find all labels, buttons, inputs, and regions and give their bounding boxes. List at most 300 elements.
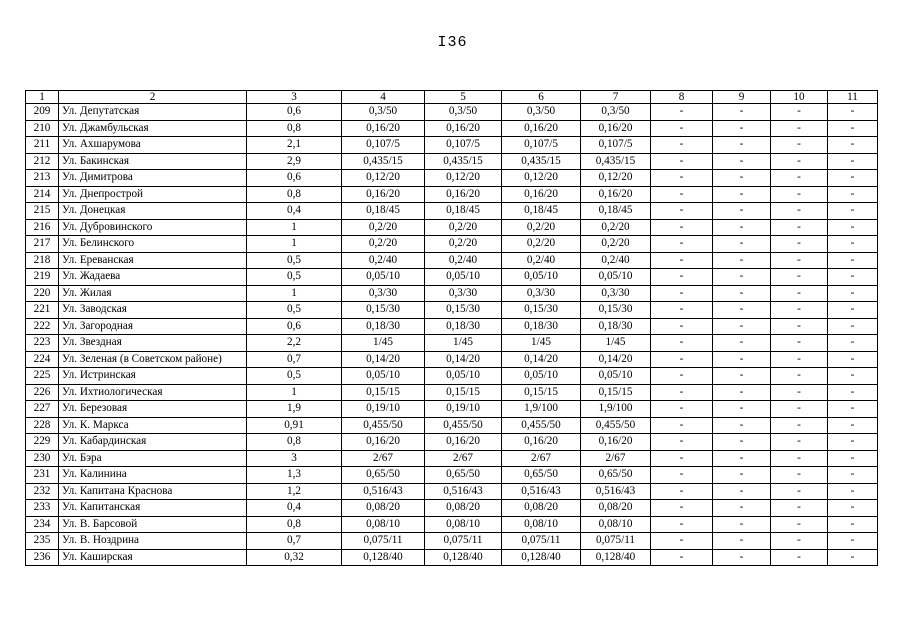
col9-cell: - [713,417,771,434]
col3-cell: 0,5 [247,302,342,319]
col8-cell: - [651,417,713,434]
col8-cell: - [651,318,713,335]
col4-cell: 0,08/20 [342,500,425,517]
col10-cell: - [771,335,828,352]
col10-cell: - [771,384,828,401]
row-number-cell: 215 [26,203,59,220]
col11-cell: - [828,285,878,302]
col10-cell: - [771,137,828,154]
col3-cell: 0,5 [247,368,342,385]
col4-cell: 0,2/20 [342,219,425,236]
col10-cell: - [771,203,828,220]
table-row [26,533,878,550]
col6-cell: 0,08/20 [502,500,581,517]
col11-cell: - [828,549,878,566]
street-name-cell: Ул. Жадаева [59,269,247,286]
col3-cell: 0,8 [247,516,342,533]
column-header: 11 [828,91,878,104]
street-name-cell: Ул. Бакинская [59,153,247,170]
col8-cell: - [651,533,713,550]
street-name-cell: Ул. Капитанская [59,500,247,517]
col10-cell: - [771,417,828,434]
col5-cell: 0,05/10 [425,368,502,385]
col7-cell: 0,107/5 [581,137,651,154]
col3-cell: 0,6 [247,318,342,335]
data-table [25,90,878,566]
col11-cell: - [828,137,878,154]
col10-cell: - [771,285,828,302]
col10-cell: - [771,104,828,121]
col7-cell: 0,16/20 [581,434,651,451]
row-number-cell: 229 [26,434,59,451]
col7-cell: 0,2/20 [581,236,651,253]
street-name-cell: Ул. Капитана Краснова [59,483,247,500]
col3-cell: 1,2 [247,483,342,500]
col5-cell: 0,455/50 [425,417,502,434]
row-number-cell: 222 [26,318,59,335]
row-number-cell: 223 [26,335,59,352]
col3-cell: 0,6 [247,170,342,187]
col11-cell: - [828,236,878,253]
col11-cell: - [828,203,878,220]
col4-cell: 0,12/20 [342,170,425,187]
col3-cell: 1 [247,219,342,236]
row-number-cell: 224 [26,351,59,368]
col5-cell: 0,516/43 [425,483,502,500]
col6-cell: 0,65/50 [502,467,581,484]
row-number-cell: 212 [26,153,59,170]
street-name-cell: Ул. Березовая [59,401,247,418]
col4-cell: 0,16/20 [342,186,425,203]
col9-cell: - [713,401,771,418]
col4-cell: 2/67 [342,450,425,467]
table-row [26,120,878,137]
col9-cell: - [713,104,771,121]
col6-cell: 0,16/20 [502,434,581,451]
col9-cell: - [713,302,771,319]
col9-cell: - [713,384,771,401]
col10-cell: - [771,533,828,550]
col9-cell: - [713,137,771,154]
col7-cell: 0,435/15 [581,153,651,170]
col8-cell: - [651,467,713,484]
row-number-cell: 216 [26,219,59,236]
col5-cell: 0,18/45 [425,203,502,220]
col4-cell: 0,107/5 [342,137,425,154]
street-name-cell: Ул. Ахшарумова [59,137,247,154]
column-header: 10 [771,91,828,104]
col8-cell: - [651,302,713,319]
col8-cell: - [651,335,713,352]
col9-cell: - [713,368,771,385]
col8-cell: - [651,450,713,467]
col4-cell: 0,15/30 [342,302,425,319]
col3-cell: 0,6 [247,104,342,121]
col11-cell: - [828,335,878,352]
row-number-cell: 214 [26,186,59,203]
col4-cell: 0,16/20 [342,120,425,137]
col4-cell: 0,435/15 [342,153,425,170]
table-row [26,384,878,401]
col10-cell: - [771,252,828,269]
col4-cell: 0,3/50 [342,104,425,121]
table-row [26,285,878,302]
page-number: I36 [437,34,468,51]
col11-cell: - [828,120,878,137]
col9-cell: - [713,335,771,352]
row-number-cell: 213 [26,170,59,187]
col7-cell: 0,2/40 [581,252,651,269]
col4-cell: 0,075/11 [342,533,425,550]
col6-cell: 0,128/40 [502,549,581,566]
col5-cell: 0,14/20 [425,351,502,368]
street-name-cell: Ул. Жилая [59,285,247,302]
col6-cell: 0,16/20 [502,120,581,137]
street-name-cell: Ул. В. Барсовой [59,516,247,533]
col9-cell: - [713,500,771,517]
col10-cell: - [771,153,828,170]
col8-cell: - [651,170,713,187]
col7-cell: 0,08/20 [581,500,651,517]
column-header: 7 [581,91,651,104]
col11-cell: - [828,170,878,187]
col6-cell: 2/67 [502,450,581,467]
col9-cell: - [713,516,771,533]
col7-cell: 0,14/20 [581,351,651,368]
col11-cell: - [828,417,878,434]
col7-cell: 0,18/30 [581,318,651,335]
col3-cell: 0,32 [247,549,342,566]
col8-cell: - [651,120,713,137]
street-name-cell: Ул. Ереванская [59,252,247,269]
col11-cell: - [828,186,878,203]
col5-cell: 0,2/20 [425,236,502,253]
col8-cell: - [651,434,713,451]
row-number-cell: 218 [26,252,59,269]
table-row [26,104,878,121]
col10-cell: - [771,170,828,187]
col9-cell: - [713,252,771,269]
col4-cell: 0,65/50 [342,467,425,484]
col4-cell: 0,455/50 [342,417,425,434]
col10-cell: - [771,549,828,566]
row-number-cell: 225 [26,368,59,385]
column-header: 8 [651,91,713,104]
col6-cell: 0,15/30 [502,302,581,319]
col6-cell: 0,08/10 [502,516,581,533]
col10-cell: - [771,401,828,418]
table-row [26,351,878,368]
table-row [26,203,878,220]
col3-cell: 1,3 [247,467,342,484]
col9-cell: - [713,533,771,550]
col11-cell: - [828,219,878,236]
street-name-cell: Ул. Загородная [59,318,247,335]
table-row [26,137,878,154]
col5-cell: 0,128/40 [425,549,502,566]
column-header: 5 [425,91,502,104]
col4-cell: 0,05/10 [342,269,425,286]
col5-cell: 0,075/11 [425,533,502,550]
street-name-cell: Ул. Дубровинского [59,219,247,236]
column-header: 3 [247,91,342,104]
col9-cell: - [713,285,771,302]
col9-cell: - [713,203,771,220]
col11-cell: - [828,500,878,517]
table-row [26,219,878,236]
row-number-cell: 231 [26,467,59,484]
col3-cell: 2,9 [247,153,342,170]
street-name-cell: Ул. Кабардинская [59,434,247,451]
col9-cell: - [713,269,771,286]
street-name-cell: Ул. Днепрострой [59,186,247,203]
table-row [26,549,878,566]
col4-cell: 0,516/43 [342,483,425,500]
street-name-cell: Ул. Ихтиологическая [59,384,247,401]
row-number-cell: 217 [26,236,59,253]
col7-cell: 0,18/45 [581,203,651,220]
col9-cell: - [713,351,771,368]
col5-cell: 0,16/20 [425,120,502,137]
col11-cell: - [828,450,878,467]
col4-cell: 0,128/40 [342,549,425,566]
col11-cell: - [828,351,878,368]
col4-cell: 0,15/15 [342,384,425,401]
col4-cell: 0,16/20 [342,434,425,451]
col6-cell: 0,3/50 [502,104,581,121]
column-header: 6 [502,91,581,104]
street-name-cell: Ул. Каширская [59,549,247,566]
table-row [26,434,878,451]
col8-cell: - [651,269,713,286]
col6-cell: 0,05/10 [502,368,581,385]
col8-cell: - [651,252,713,269]
col10-cell: - [771,483,828,500]
col7-cell: 0,05/10 [581,269,651,286]
col5-cell: 0,3/30 [425,285,502,302]
street-name-cell: Ул. Звездная [59,335,247,352]
street-name-cell: Ул. Депутатская [59,104,247,121]
col6-cell: 0,2/20 [502,236,581,253]
table-row [26,450,878,467]
col11-cell: - [828,153,878,170]
row-number-cell: 211 [26,137,59,154]
col11-cell: - [828,104,878,121]
col10-cell: - [771,450,828,467]
col10-cell: - [771,318,828,335]
col4-cell: 0,05/10 [342,368,425,385]
col11-cell: - [828,318,878,335]
row-number-cell: 228 [26,417,59,434]
col6-cell: 0,2/20 [502,219,581,236]
column-header: 2 [59,91,247,104]
col3-cell: 3 [247,450,342,467]
table-row [26,318,878,335]
table-row [26,500,878,517]
col5-cell: 0,107/5 [425,137,502,154]
col6-cell: 0,435/15 [502,153,581,170]
col5-cell: 0,08/20 [425,500,502,517]
table-row [26,467,878,484]
col3-cell: 0,8 [247,434,342,451]
col5-cell: 0,3/50 [425,104,502,121]
col6-cell: 0,18/45 [502,203,581,220]
col9-cell: - [713,219,771,236]
table-row [26,401,878,418]
col7-cell: 0,05/10 [581,368,651,385]
col5-cell: 0,15/15 [425,384,502,401]
col6-cell: 0,15/15 [502,384,581,401]
col3-cell: 0,5 [247,269,342,286]
row-number-cell: 234 [26,516,59,533]
col11-cell: - [828,467,878,484]
col6-cell: 0,516/43 [502,483,581,500]
col8-cell: - [651,219,713,236]
street-name-cell: Ул. Джамбульская [59,120,247,137]
col4-cell: 0,18/30 [342,318,425,335]
col9-cell: - [713,318,771,335]
table-row [26,335,878,352]
col10-cell: - [771,236,828,253]
col7-cell: 1,9/100 [581,401,651,418]
col7-cell: 0,15/15 [581,384,651,401]
col9-cell: - [713,153,771,170]
row-number-cell: 227 [26,401,59,418]
row-number-cell: 210 [26,120,59,137]
col3-cell: 0,5 [247,252,342,269]
col8-cell: - [651,285,713,302]
street-name-cell: Ул. Бэра [59,450,247,467]
col7-cell: 0,075/11 [581,533,651,550]
col9-cell: - [713,236,771,253]
col6-cell: 1,9/100 [502,401,581,418]
col11-cell: - [828,434,878,451]
col5-cell: 0,2/40 [425,252,502,269]
table-row [26,483,878,500]
row-number-cell: 226 [26,384,59,401]
street-name-cell: Ул. Зеленая (в Советском районе) [59,351,247,368]
col8-cell: - [651,137,713,154]
col8-cell: - [651,104,713,121]
col10-cell: - [771,467,828,484]
col7-cell: 0,65/50 [581,467,651,484]
col10-cell: - [771,516,828,533]
table-body [26,104,878,566]
table-row [26,417,878,434]
row-number-cell: 230 [26,450,59,467]
column-header: 1 [26,91,59,104]
col8-cell: - [651,483,713,500]
col5-cell: 0,08/10 [425,516,502,533]
row-number-cell: 232 [26,483,59,500]
col9-cell: - [713,549,771,566]
col11-cell: - [828,368,878,385]
table-row [26,252,878,269]
col11-cell: - [828,302,878,319]
street-name-cell: Ул. Калинина [59,467,247,484]
row-number-cell: 209 [26,104,59,121]
col8-cell: - [651,384,713,401]
col10-cell: - [771,434,828,451]
col11-cell: - [828,533,878,550]
col5-cell: 0,435/15 [425,153,502,170]
col7-cell: 0,455/50 [581,417,651,434]
table-row [26,302,878,319]
col10-cell: - [771,219,828,236]
row-number-cell: 221 [26,302,59,319]
col10-cell: - [771,269,828,286]
table-row [26,170,878,187]
col6-cell: 0,12/20 [502,170,581,187]
col6-cell: 0,2/40 [502,252,581,269]
row-number-cell: 236 [26,549,59,566]
col9-cell: - [713,186,771,203]
col3-cell: 0,91 [247,417,342,434]
col3-cell: 1 [247,236,342,253]
column-header: 9 [713,91,771,104]
col6-cell: 1/45 [502,335,581,352]
col7-cell: 0,08/10 [581,516,651,533]
col8-cell: - [651,368,713,385]
col3-cell: 0,8 [247,186,342,203]
col8-cell: - [651,186,713,203]
col4-cell: 0,14/20 [342,351,425,368]
col5-cell: 2/67 [425,450,502,467]
col6-cell: 0,14/20 [502,351,581,368]
col5-cell: 1/45 [425,335,502,352]
col7-cell: 0,15/30 [581,302,651,319]
table-row [26,186,878,203]
col3-cell: 0,8 [247,120,342,137]
table-row [26,153,878,170]
table-row [26,516,878,533]
col5-cell: 0,19/10 [425,401,502,418]
col7-cell: 0,2/20 [581,219,651,236]
col6-cell: 0,455/50 [502,417,581,434]
col9-cell: - [713,170,771,187]
col5-cell: 0,16/20 [425,434,502,451]
col6-cell: 0,16/20 [502,186,581,203]
col9-cell: - [713,450,771,467]
row-number-cell: 235 [26,533,59,550]
col10-cell: - [771,186,828,203]
col5-cell: 0,18/30 [425,318,502,335]
col5-cell: 0,65/50 [425,467,502,484]
street-name-cell: Ул. Донецкая [59,203,247,220]
col9-cell: - [713,120,771,137]
col7-cell: 0,16/20 [581,186,651,203]
col6-cell: 0,05/10 [502,269,581,286]
col8-cell: - [651,401,713,418]
col8-cell: - [651,236,713,253]
col8-cell: - [651,500,713,517]
col7-cell: 1/45 [581,335,651,352]
col4-cell: 0,3/30 [342,285,425,302]
col3-cell: 0,4 [247,203,342,220]
col4-cell: 0,2/40 [342,252,425,269]
col8-cell: - [651,549,713,566]
col4-cell: 1/45 [342,335,425,352]
col11-cell: - [828,483,878,500]
col9-cell: - [713,434,771,451]
col11-cell: - [828,252,878,269]
col5-cell: 0,2/20 [425,219,502,236]
col8-cell: - [651,351,713,368]
col3-cell: 1 [247,384,342,401]
col4-cell: 0,18/45 [342,203,425,220]
col6-cell: 0,3/30 [502,285,581,302]
table-row [26,368,878,385]
